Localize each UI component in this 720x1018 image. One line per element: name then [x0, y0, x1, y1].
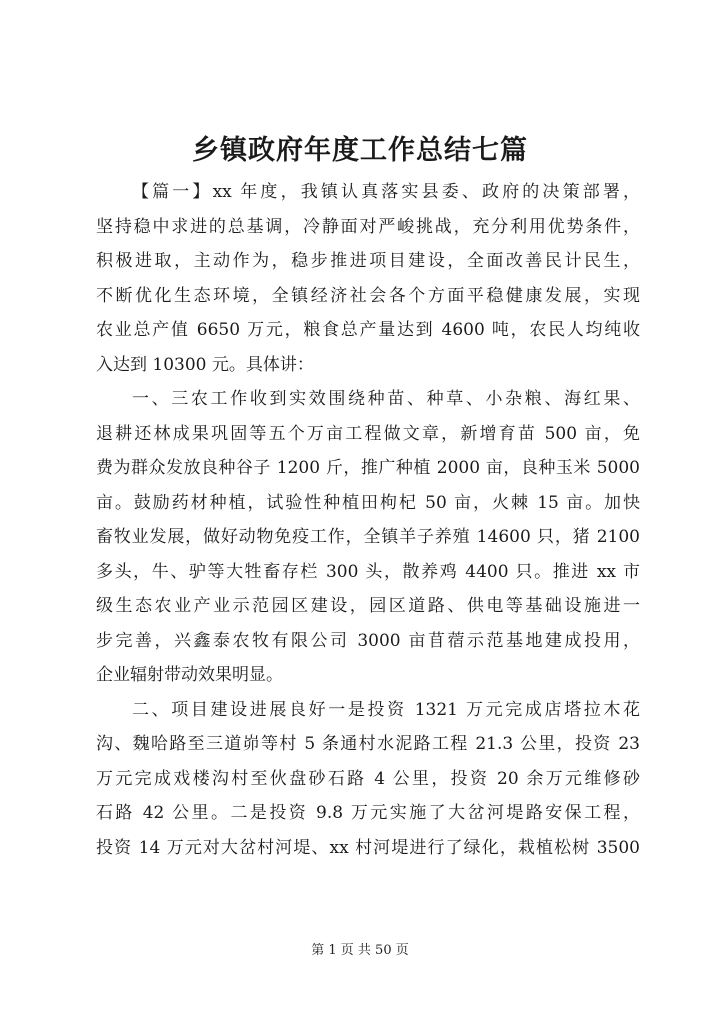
paragraph-line: 不断优化生态环境，全镇经济社会各个方面平稳健康发展，实现: [96, 285, 640, 306]
paragraph-line: 沟、魏哈路至三道峁等村 5 条通村水泥路工程 21.3 公里，投资 23: [96, 734, 640, 754]
paragraph-line: 步完善，兴鑫泰农牧有限公司 3000 亩苜蓿示范基地建成投用，: [96, 630, 640, 651]
paragraph-line: 多头，牛、驴等大牲畜存栏 300 头，散养鸡 4400 只。推进 xx 市: [96, 561, 640, 582]
paragraph-line: 级生态农业产业示范园区建设，园区道路、供电等基础设施进一: [96, 596, 640, 616]
paragraph-line: 【篇一】xx 年度，我镇认真落实县委、政府的决策部署，: [132, 182, 640, 202]
paragraph-line: 农业总产值 6650 万元，粮食总产量达到 4600 吨，农民人均纯收: [96, 320, 640, 340]
paragraph-line: 投资 14 万元对大岔村河堤、xx 村河堤进行了绿化，栽植松树 3500: [96, 837, 640, 858]
paragraph-line: 费为群众发放良种谷子 1200 斤，推广种植 2000 亩，良种玉米 5000: [96, 458, 640, 478]
document-title: 乡镇政府年度工作总结七篇: [192, 135, 528, 166]
page-number-footer: 第 1 页 共 50 页: [311, 943, 409, 958]
paragraph-line: 一、三农工作收到实效围绕种苗、种草、小杂粮、海红果、: [132, 389, 640, 409]
paragraph-line: 积极进取，主动作为，稳步推进项目建设，全面改善民计民生，: [96, 251, 640, 271]
paragraph-line: 二、项目建设进展良好一是投资 1321 万元完成店塔拉木花: [132, 699, 640, 720]
paragraph-line: 亩。鼓励药材种植，试验性种植田枸杞 50 亩，火棘 15 亩。加快: [96, 492, 640, 513]
paragraph-line: 石路 42 公里。二是投资 9.8 万元实施了大岔河堤路安保工程，: [96, 803, 640, 823]
paragraph-line: 坚持稳中求进的总基调，冷静面对严峻挑战，充分利用优势条件，: [96, 216, 640, 237]
paragraph-line: 万元完成戏楼沟村至伙盘砂石路 4 公里，投资 20 余万元维修砂: [96, 768, 640, 789]
document-body: [96, 175, 640, 865]
paragraph-line: 畜牧业发展，做好动物免疫工作，全镇羊子养殖 14600 只，猪 2100: [96, 527, 640, 547]
paragraph-line: 企业辐射带动效果明显。: [96, 665, 283, 685]
paragraph-line: 退耕还林成果巩固等五个万亩工程做文章，新增育苗 500 亩，免: [96, 423, 640, 444]
paragraph-line: 入达到 10300 元。具体讲：: [96, 354, 314, 375]
